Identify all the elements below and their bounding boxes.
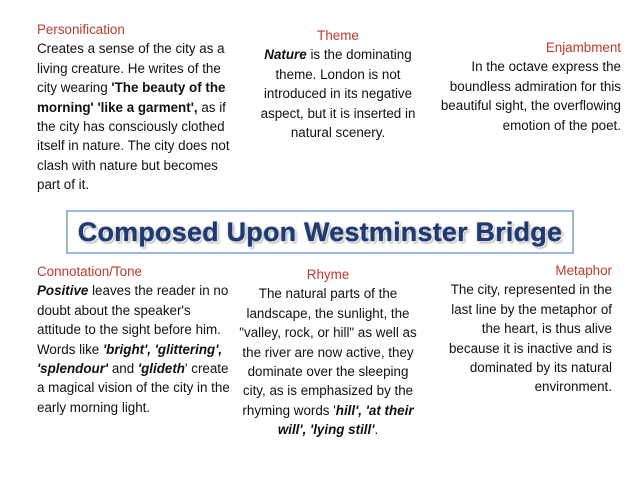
theme-text: is the dominating theme. London is not introduced in its negative aspect, but it is inserted in natural scenery.: [260, 47, 416, 141]
metaphor-text: The city, represented in the last line by the metaphor of the heart, is thus alive because it is inactive and is dominated by its natural environment.: [448, 282, 612, 395]
personification-quote: 'The beauty of the morning' 'like a garment',: [37, 80, 226, 115]
connotation-text-3: and: [108, 361, 138, 377]
connotation-text-4: ' create a magical vision of the city in the early morning light.: [37, 361, 230, 415]
enjambment-text: In the octave express the boundless admiration for this beautiful sight, the overflowing emotion of the poet.: [440, 59, 621, 133]
connotation-word-2: 'glittering', 'splendour': [37, 341, 223, 377]
connotation-box: [37, 262, 231, 417]
metaphor-heading: Metaphor: [555, 263, 612, 278]
theme-keyword: Nature: [264, 47, 307, 63]
connotation-word-1: 'bright',: [102, 341, 152, 357]
theme-heading: Theme: [317, 28, 359, 43]
enjambment-box: [428, 38, 621, 135]
personification-box: [37, 20, 233, 195]
theme-box: [250, 26, 426, 142]
personification-text-1: Creates a sense of the city as a living creature. He writes of the city wearing: [37, 41, 225, 96]
rhyme-heading: Rhyme: [306, 267, 350, 282]
connotation-text-1: leaves the reader in no doubt about the speaker's attitude to the sight before him. Words like: [37, 283, 229, 357]
rhyme-text-2: .: [374, 422, 379, 438]
connotation-heading: Connotation/Tone: [37, 264, 142, 279]
metaphor-box: [431, 261, 612, 397]
enjambment-heading: Enjambment: [545, 40, 621, 55]
title-banner: [66, 210, 574, 254]
personification-heading: Personification: [37, 22, 125, 37]
page-title: Composed Upon Westminster Bridge: [77, 216, 563, 247]
rhyme-words: hill', 'at their will', 'lying still': [277, 402, 414, 438]
rhyme-text-1: The natural parts of the landscape, the sunlight, the "valley, rock, or hill" as well as the river are now active, they dominate over the sleeping city, as is emphasized by the rhyming words ': [239, 286, 417, 418]
rhyme-box: [237, 265, 419, 440]
connotation-word-3: 'glideth: [137, 361, 185, 377]
connotation-keyword: Positive: [37, 283, 89, 299]
personification-text-2: as if the city has consciously clothed itself in nature. The city does not clash with nature but becomes part of it.: [37, 99, 230, 193]
